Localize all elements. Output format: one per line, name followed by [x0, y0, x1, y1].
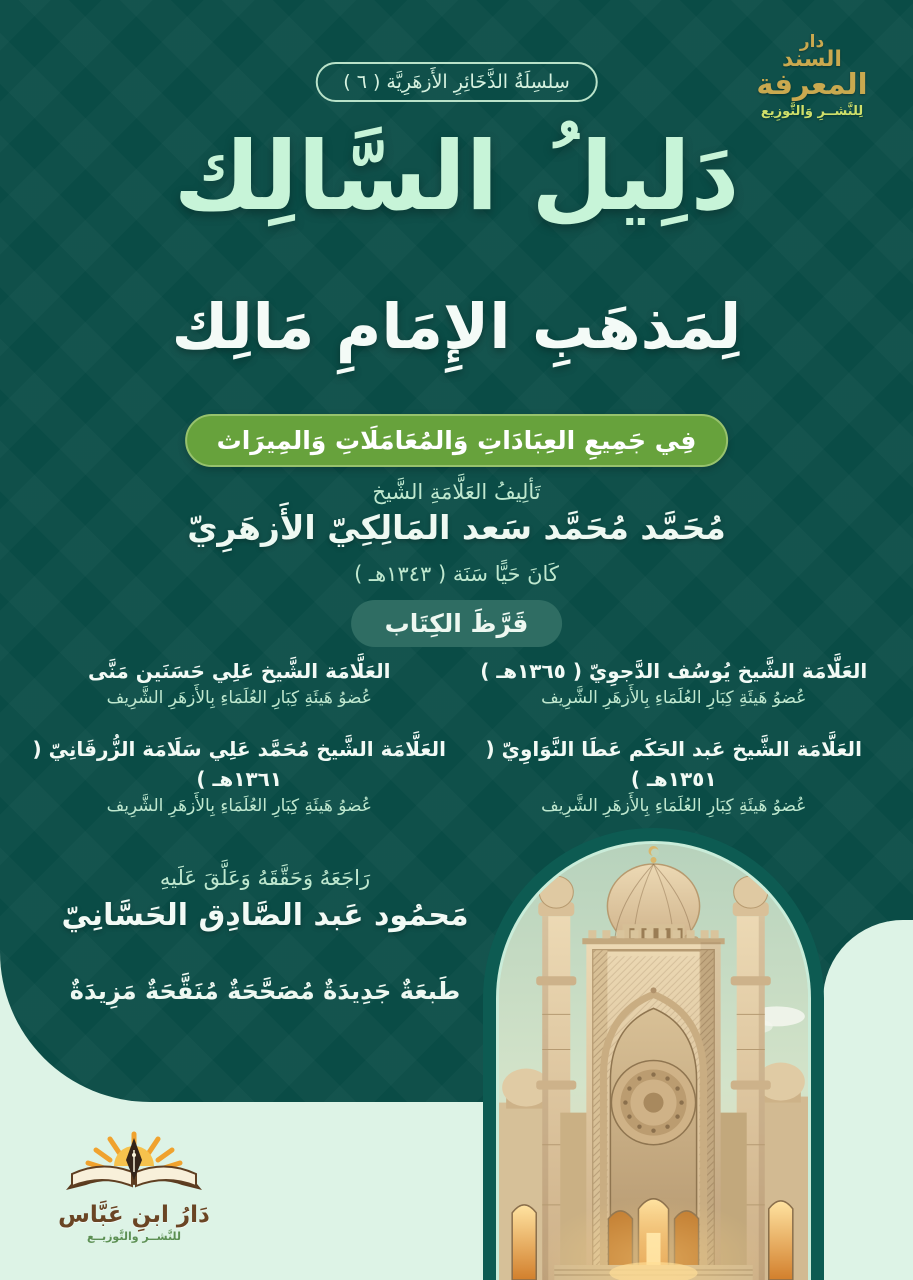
dar-ibn-abbas-tagline: للنَّشــر والتَّوزيــع [86, 1230, 182, 1243]
book-pen-sun-icon [54, 1122, 214, 1202]
endorser-nawawi [461, 734, 888, 820]
dar-ibn-abbas-name: دَارُ ابنِ عَبَّاس [58, 1202, 210, 1228]
author-name: مُحَمَّد مُحَمَّد سَعد المَالِكِيّ الأَزهَرِيّ [187, 508, 726, 547]
scope-banner: فِي جَمِيعِ العِبَادَاتِ وَالمُعَامَلَاتِ وَالمِيرَاث [185, 414, 729, 467]
dar-ibn-abbas-logo [50, 1122, 218, 1243]
publisher-mark-line2: السند [782, 47, 842, 73]
editor-intro: رَاجَعَهُ وَحَقَّقَهُ وَعَلَّقَ عَلَيهِ [159, 866, 371, 890]
author-lifespan: كَانَ حَيًّا سَنَة ( ١٣٤٣هـ ) [354, 562, 559, 586]
endorser-mina [26, 656, 453, 712]
endorser-name: العَلَّامَة الشَّيخ يُوسُف الدَّجوِيّ ( ١٣٦٥هـ ) [480, 659, 868, 683]
endorser-name: العَلَّامَة الشَّيخ مُحَمَّد عَلِي سَلَامَة الزُّرقَانِيّ ( ١٣٦١هـ ) [32, 736, 446, 791]
mint-corner-background [823, 920, 913, 1280]
publisher-mark-icon [737, 34, 887, 118]
book-subtitle: لِمَذهَبِ الإِمَامِ مَالِك [171, 290, 742, 363]
endorser-zurqani [26, 734, 453, 820]
endorsements-grid [26, 656, 887, 819]
book-title: دَلِيلُ السَّالِك [173, 122, 740, 232]
endorser-role: عُضوُ هَيئَةِ كِبَارِ العُلَمَاءِ بِالأَزهَرِ الشَّرِيف [541, 795, 807, 816]
endorser-role: عُضوُ هَيئَةِ كِبَارِ العُلَمَاءِ بِالأَزهَرِ الشَّرِيف [106, 688, 372, 708]
editor-block [40, 866, 490, 1005]
endorser-name: العَلَّامَة الشَّيخ عَلِي حَسَنَين مَنَّى [88, 659, 391, 683]
endorser-name: العَلَّامَة الشَّيخ عَبد الحَكَم عَطَا النَّوَاوِيّ ( ١٣٥١هـ ) [485, 736, 862, 791]
edition-note: طَبعَةٌ جَدِيدَةٌ مُصَحَّحَةٌ مُنَقَّحَةٌ مَزِيدَةٌ [69, 977, 461, 1005]
mosque-arch-inner-frame [496, 841, 811, 1280]
mosque-arch-frame [483, 828, 824, 1280]
author-intro: تَألِيفُ العَلَّامَةِ الشَّيخ [372, 480, 541, 504]
mosque-illustration [499, 844, 808, 1280]
editor-name: مَحمُود عَبد الصَّادِق الحَسَّانِيّ [61, 898, 469, 933]
publisher-mark-tagline: لِلنَّشــرِ وَالتَّوزِيع [760, 103, 864, 119]
publisher-mark-line3: المعرفة [756, 67, 868, 102]
series-badge: سِلسِلَةُ الذَّخَائِرِ الأَزهَرِيَّة ( ٦ ) [315, 62, 598, 102]
publisher-mark-line1: دار [799, 32, 825, 52]
endorsements-heading: قَرَّظَ الكِتَاب [351, 600, 563, 647]
endorser-role: عُضوُ هَيئَةِ كِبَارِ العُلَمَاءِ بِالأَزهَرِ الشَّرِيف [106, 795, 372, 816]
endorser-dajwi [461, 656, 888, 712]
endorser-role: عُضوُ هَيئَةِ كِبَارِ العُلَمَاءِ بِالأَزهَرِ الشَّرِيف [541, 688, 807, 708]
